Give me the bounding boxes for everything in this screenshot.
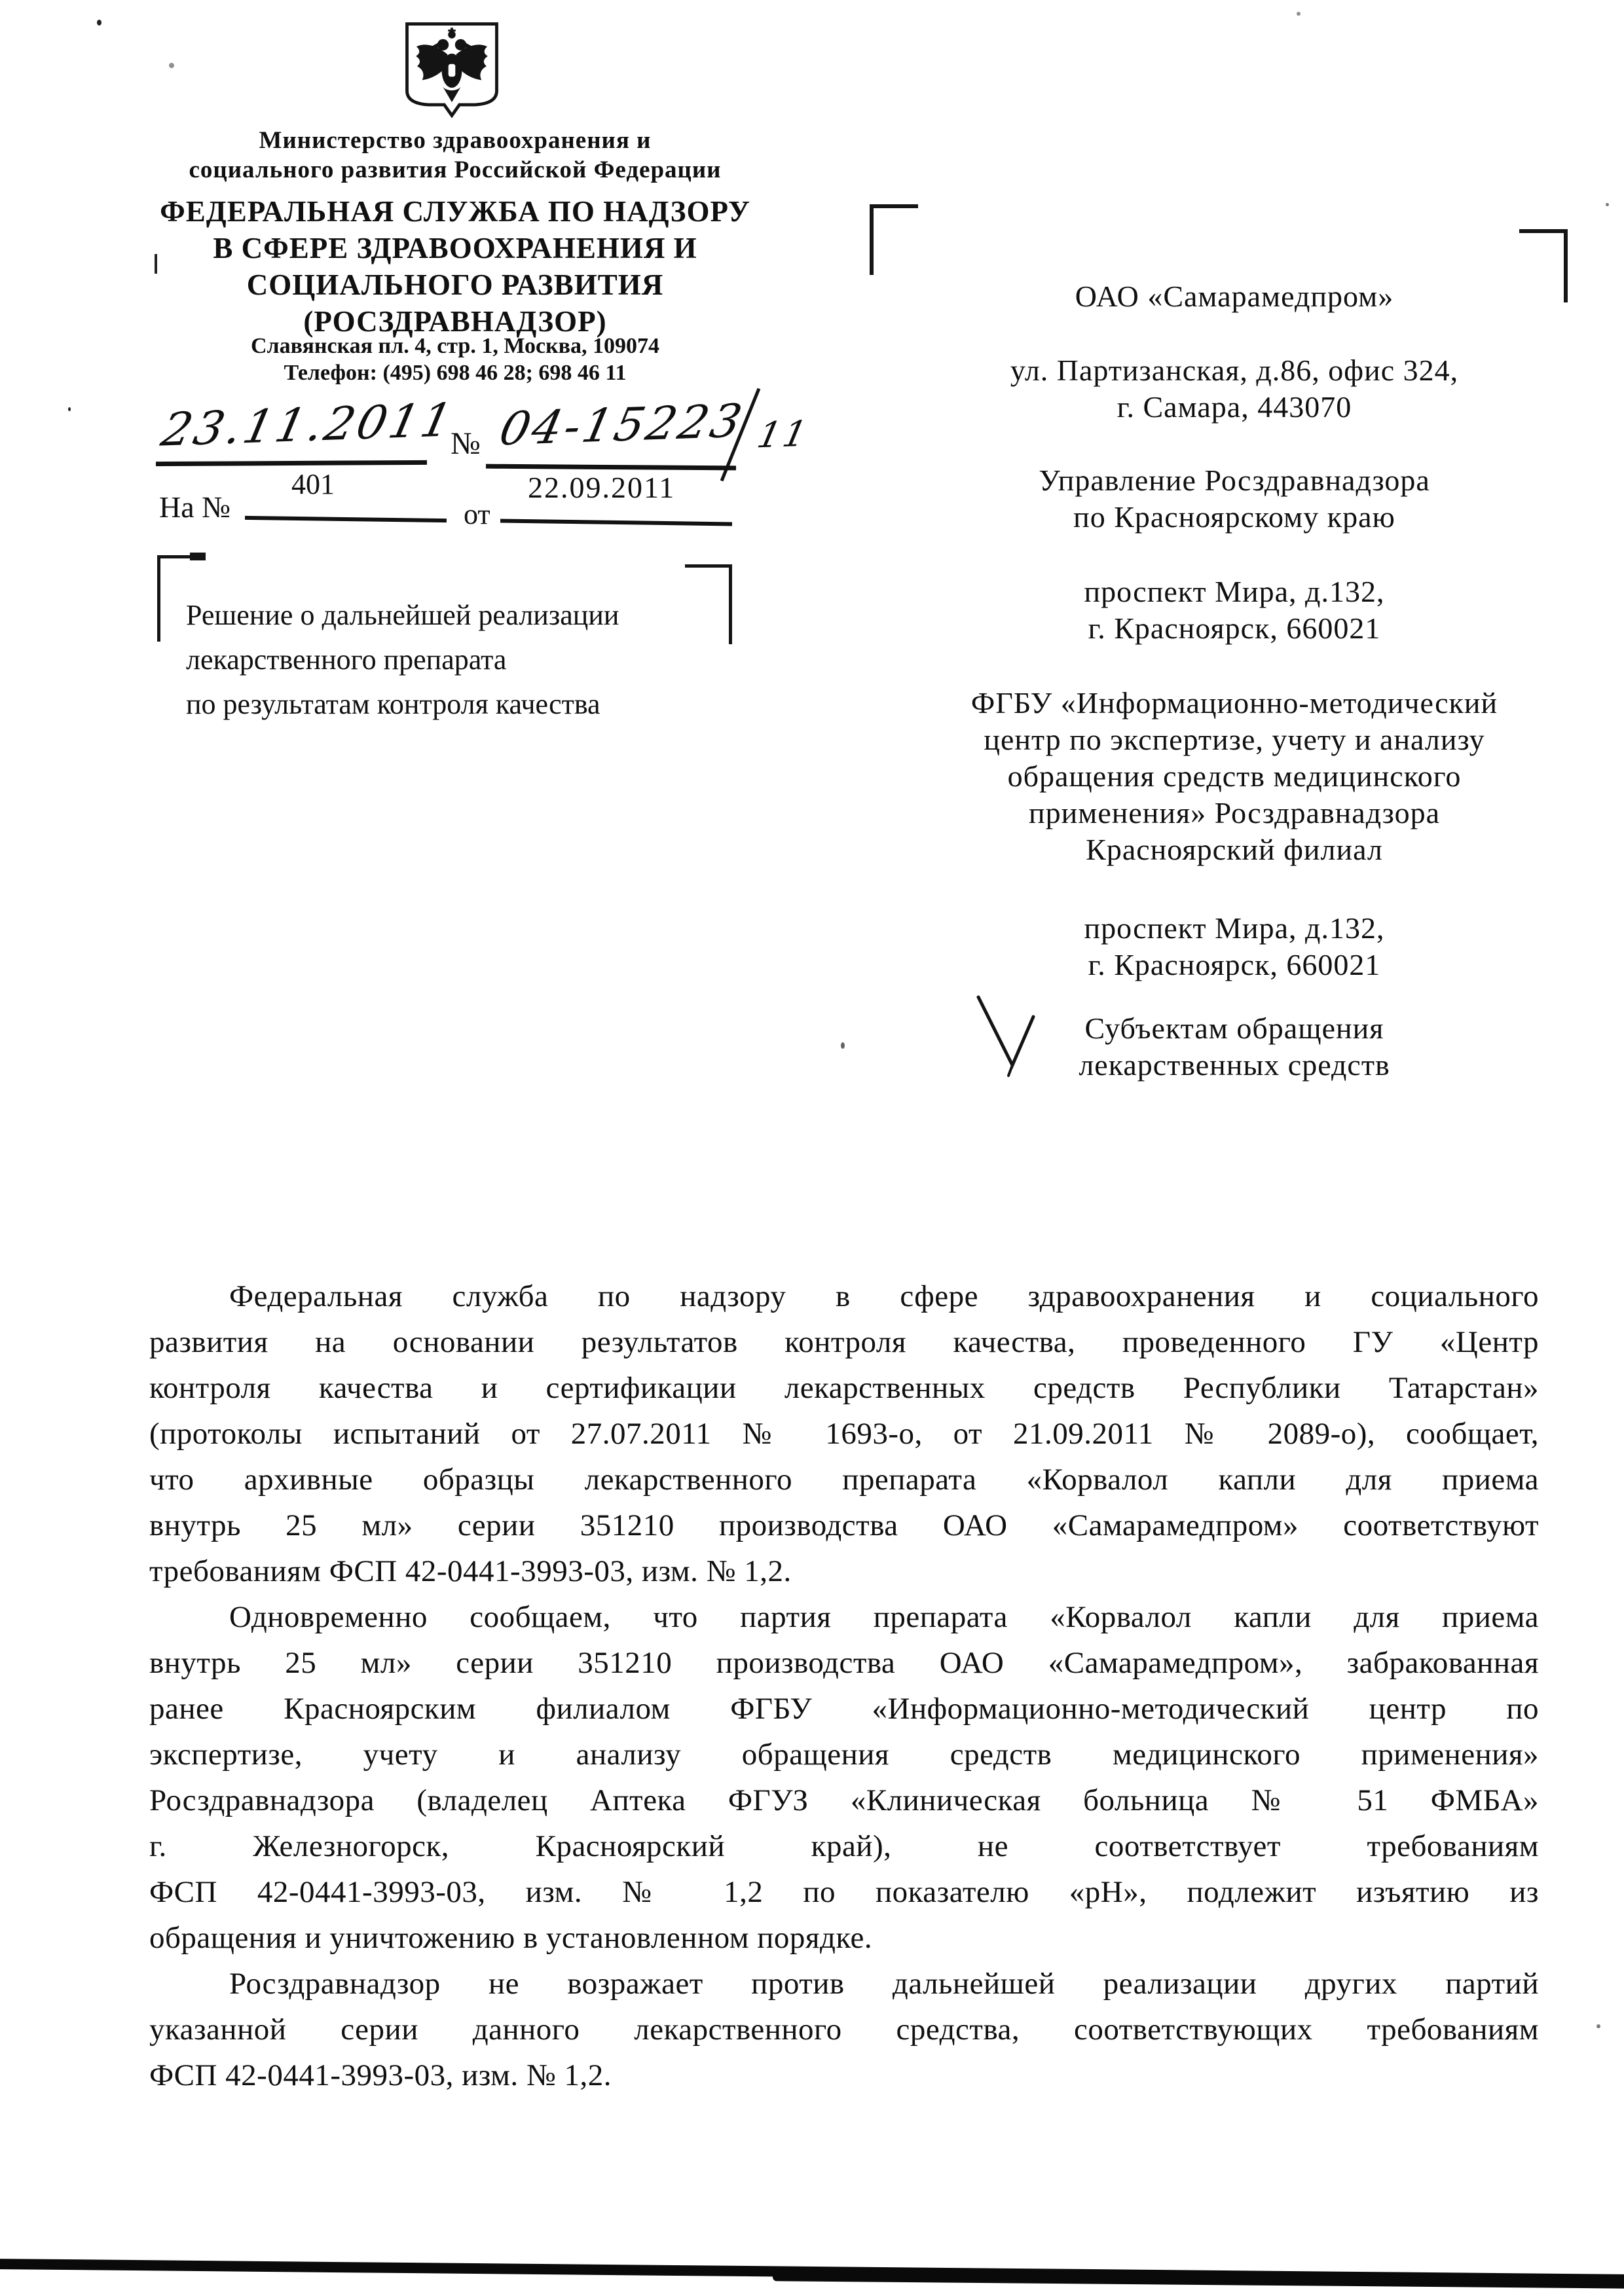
recipient-fgbu-address: проспект Мира, д.132, г. Красноярск, 660021: [1084, 911, 1385, 981]
scan-noise: [841, 1042, 845, 1049]
number-underline: [486, 464, 736, 471]
agency-name: ФЕДЕРАЛЬНАЯ СЛУЖБА ПО НАДЗОРУ: [160, 195, 750, 228]
scan-noise: [169, 63, 174, 68]
body-line: Федеральная служба по надзору в сфере здравоохранения и социального: [229, 1279, 1539, 1313]
letterhead-ministry-line1: [111, 126, 799, 155]
body-line: обращения и уничтожению в установленном порядке.: [149, 1921, 873, 1955]
recipient-corner-bracket-left-h: [870, 204, 918, 208]
recipient-regional-office: Управление Росздравнадзора по Красноярскому краю: [1039, 464, 1430, 534]
body-line: Росздравнадзора (владелец Аптека ФГУЗ «Клиническая больница № 51 ФМБА»: [149, 1783, 1539, 1817]
body-line: внутрь 25 мл» серии 351210 производства ОАО «Самарамедпром», забракованная: [149, 1646, 1539, 1680]
body-line: ФСП 42-0441-3993-03, изм. № 1,2 по показателю «рН», подлежит изъятию из: [149, 1875, 1539, 1909]
letterhead-service-line3: СОЦИАЛЬНОГО РАЗВИТИЯ: [246, 268, 664, 301]
recipient-company: ОАО «Самарамедпром»: [1075, 280, 1394, 313]
outgoing-number-handwritten: 04-15223: [494, 393, 749, 456]
body-line: требованиям ФСП 42-0441-3993-03, изм. № 1,2.: [149, 1554, 792, 1588]
incoming-date: 22.09.2011: [528, 471, 676, 504]
subject-line-2: лекарственного препарата: [186, 644, 507, 676]
body-line: развития на основании результатов контроля качества, проведенного ГУ «Центр: [149, 1325, 1539, 1359]
subject-line-3: по результатам контроля качества: [186, 688, 600, 720]
scan-noise: [1596, 2024, 1600, 2028]
letterhead-phone: Телефон: (495) 698 46 28; 698 46 11: [284, 361, 627, 385]
date-underline: [156, 460, 427, 466]
outgoing-date-handwritten: 23.11.2011: [157, 393, 460, 457]
body-line: (протоколы испытаний от 27.07.2011 № 1693-о, от 21.09.2011 № 2089-о), сообщает,: [149, 1417, 1539, 1451]
letterhead-ministry-line2: социального развития Российской Федерации: [189, 156, 722, 183]
subject-bracket-blob: [190, 553, 206, 560]
scan-noise: [68, 407, 71, 411]
letterhead-service-line4: (РОСЗДРАВНАДЗОР): [303, 305, 607, 338]
from-label: от: [464, 498, 490, 530]
recipient-market-subjects: Субъектам обращения лекарственных средств: [1079, 1011, 1390, 1082]
body-line: указанной серии данного лекарственного средства, соответствующих требованиям: [149, 2013, 1539, 2047]
incoming-number: 401: [291, 468, 335, 500]
number-sign: №: [451, 426, 481, 461]
body-line: ранее Красноярским филиалом ФГБУ «Информационно-методический центр по: [149, 1692, 1539, 1726]
scan-noise: [97, 20, 101, 26]
recipient-company-address: ул. Партизанская, д.86, офис 324, г. Самара, 443070: [1010, 354, 1459, 424]
letterhead-service-line1: [111, 193, 799, 230]
subject-corner-bracket-top-left-v: [157, 555, 160, 642]
body-line: ФСП 42-0441-3993-03, изм. № 1,2.: [149, 2058, 612, 2092]
scan-noise-tick: [155, 254, 157, 274]
body-line: г. Железногорск, Красноярский край), не соответствует требованиям: [149, 1829, 1539, 1863]
body-line: что архивные образцы лекарственного препарата «Корвалол капли для приема: [149, 1463, 1539, 1497]
recipient-corner-bracket-right-h: [1519, 229, 1568, 233]
letterhead-service-line2: В СФЕРЕ ЗДРАВООХРАНЕНИЯ И: [213, 232, 697, 264]
recipient-corner-bracket-left-v: [870, 204, 874, 275]
incoming-date-underline: [500, 519, 732, 526]
scan-noise: [1297, 12, 1301, 16]
ministry-name: Министерство здравоохранения и: [259, 127, 652, 154]
recipient-fgbu-center: ФГБУ «Информационно-методический центр по экспертизе, учету и анализу обращения средств медицинского применения» Росздравнадзора Красноярский филиал: [970, 686, 1498, 866]
letter-body: [149, 1273, 1539, 2098]
incoming-number-underline: [245, 516, 447, 522]
letterhead-postal-address: Славянская пл. 4, стр. 1, Москва, 109074: [250, 334, 660, 358]
body-line: Росздравнадзор не возражает против дальнейшей реализации других партий: [229, 1967, 1539, 2001]
recipient-regional-office-address: проспект Мира, д.132, г. Красноярск, 660021: [1084, 575, 1385, 645]
body-line: контроля качества и сертификации лекарственных средств Республики Татарстан»: [149, 1371, 1539, 1405]
subject-line-1: Решение о дальнейшей реализации: [186, 599, 619, 631]
incoming-number-label: На №: [159, 490, 231, 524]
outgoing-number-suffix: 11: [753, 412, 813, 456]
subject-corner-bracket-top-right-h: [685, 564, 732, 568]
scan-noise: [1606, 203, 1609, 206]
russian-coat-of-arms-icon: [398, 20, 506, 119]
subject-corner-bracket-top-right-v: [729, 564, 732, 644]
body-line: Одновременно сообщаем, что партия препарата «Корвалол капли для приема: [229, 1600, 1539, 1634]
body-line: внутрь 25 мл» серии 351210 производства ОАО «Самарамедпром» соответствуют: [149, 1508, 1539, 1542]
body-line: экспертизе, учету и анализу обращения средств медицинского применения»: [149, 1738, 1539, 1772]
